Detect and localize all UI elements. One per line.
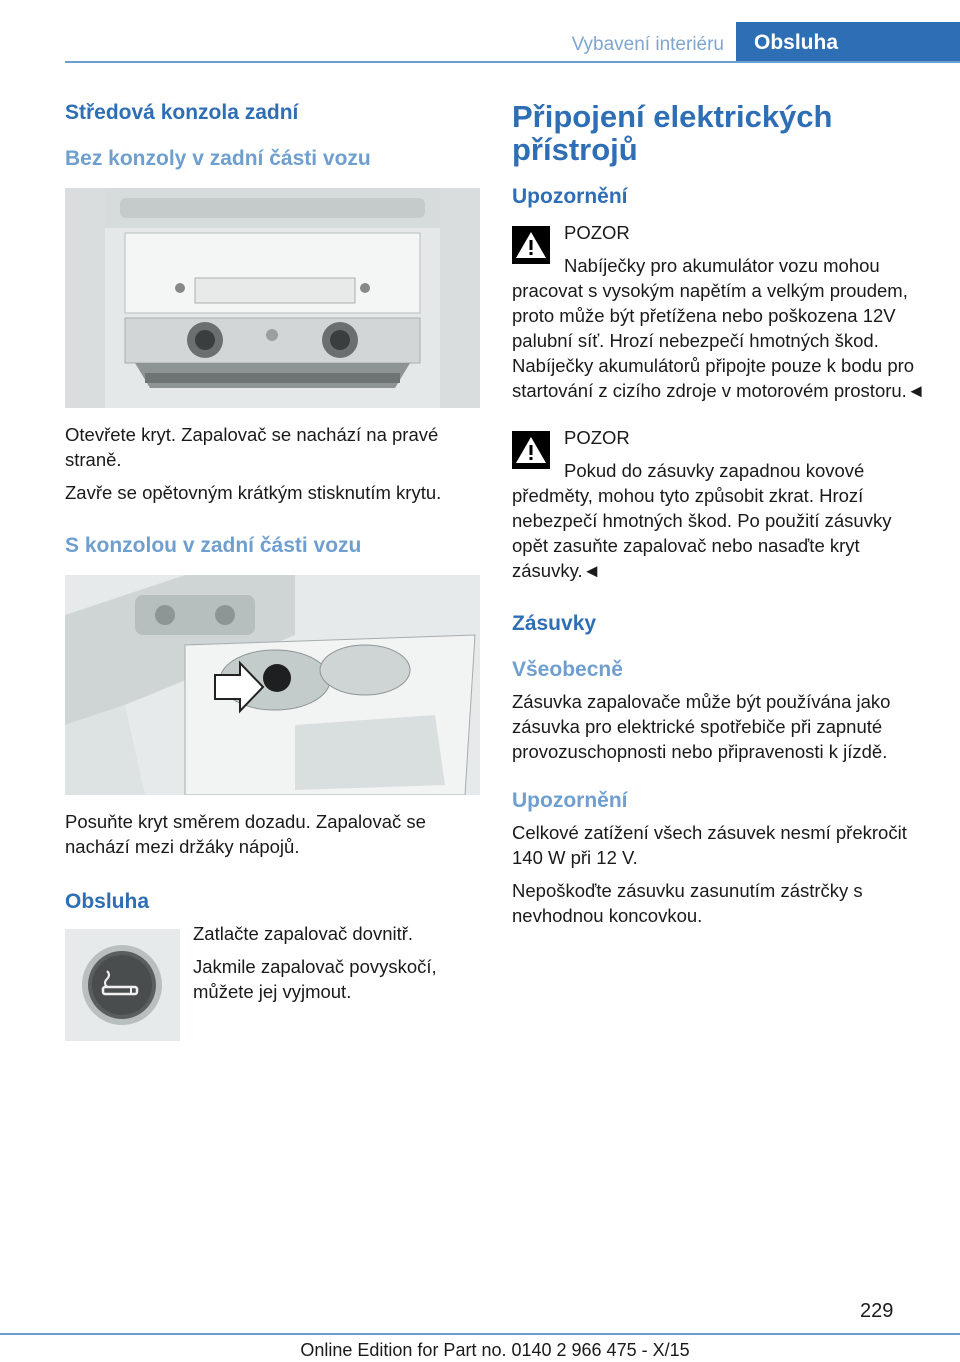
para-note-plug: Nepoškoďte zásuvku zasunutím zástrčky s nevhodnou koncovkou. — [512, 880, 863, 926]
subheading-sockets: Zásuvky — [512, 612, 597, 635]
warning-1 — [512, 220, 926, 403]
warning-1-text: Nabíječky pro akumulátor vozu mohou pracovat s vysokým napětím a velkým proudem, proto může být přetížena nebo poškozena 12V palubní síť. Hrozí nebezpečí hmotných škod. Nabíječky akumulátorů připojte pouze k bodu pro startování z cizího zdroje v motorovém prostoru.◄ — [512, 255, 926, 401]
warning-triangle-icon — [512, 431, 550, 469]
left-column — [65, 100, 480, 1045]
footer-edition: Online Edition for Part no. 0140 2 966 475 - X/15 — [300, 1340, 690, 1360]
photo-rear-console-with — [65, 575, 480, 795]
header-rule — [65, 61, 960, 63]
subheading-note: Upozornění — [512, 185, 628, 208]
photo-rear-console-without — [65, 188, 480, 408]
header-tab[interactable]: Obsluha — [736, 22, 960, 62]
para-push-lighter: Zatlačte zapalovač dovnitř. — [193, 923, 414, 944]
warning-2-label: POZOR — [564, 427, 630, 448]
footer-rule — [0, 1333, 960, 1335]
warning-1-label: POZOR — [564, 222, 630, 243]
subheading-general: Všeobecně — [512, 658, 623, 681]
warning-triangle-icon — [512, 226, 550, 264]
section-title-electrical-devices: Připojení elektrických přístrojů — [512, 99, 833, 167]
section-heading-rear-console: Středová konzola zadní — [65, 101, 299, 124]
warning-2-text: Pokud do zásuvky zapadnou kovové předměty, mohou tyto způsobit zkrat. Hrozí nebezpečí hmotných škod. Po použití zásuvky opět zasuňte zapalovač nebo nasaďte kryt zásuvky.◄ — [512, 460, 892, 581]
para-general: Zásuvka zapalovače může být používána jako zásuvka pro elektrické spotřebiče při zapnuté provozuschopnosti nebo připravenosti k jízdě. — [512, 691, 891, 762]
header-section-title: Vybavení interiéru — [571, 34, 724, 55]
warning-2 — [512, 425, 926, 583]
page-number: 229 — [860, 1300, 894, 1322]
right-column — [512, 100, 926, 928]
para-note-load: Celkové zatížení všech zásuvek nesmí překročit 140 W při 12 V. — [512, 822, 907, 868]
section-heading-operation: Obsluha — [65, 890, 150, 913]
para-close-cover: Zavře se opětovným krátkým stisknutím krytu. — [65, 482, 442, 503]
subheading-with-console: S konzolou v zadní části vozu — [65, 534, 362, 557]
para-slide-cover: Posuňte kryt směrem dozadu. Zapalovač se nachází mezi držáky nápojů. — [65, 811, 426, 857]
cigarette-lighter-image — [65, 929, 180, 1041]
operation-block — [65, 921, 480, 1004]
para-open-cover: Otevřete kryt. Zapalovač se nachází na pravé straně. — [65, 424, 439, 470]
para-remove-lighter: Jakmile zapalovač povyskočí, můžete jej vyjmout. — [193, 956, 437, 1002]
subheading-note-2: Upozornění — [512, 789, 628, 812]
subheading-without-console: Bez konzoly v zadní části vozu — [65, 147, 371, 170]
